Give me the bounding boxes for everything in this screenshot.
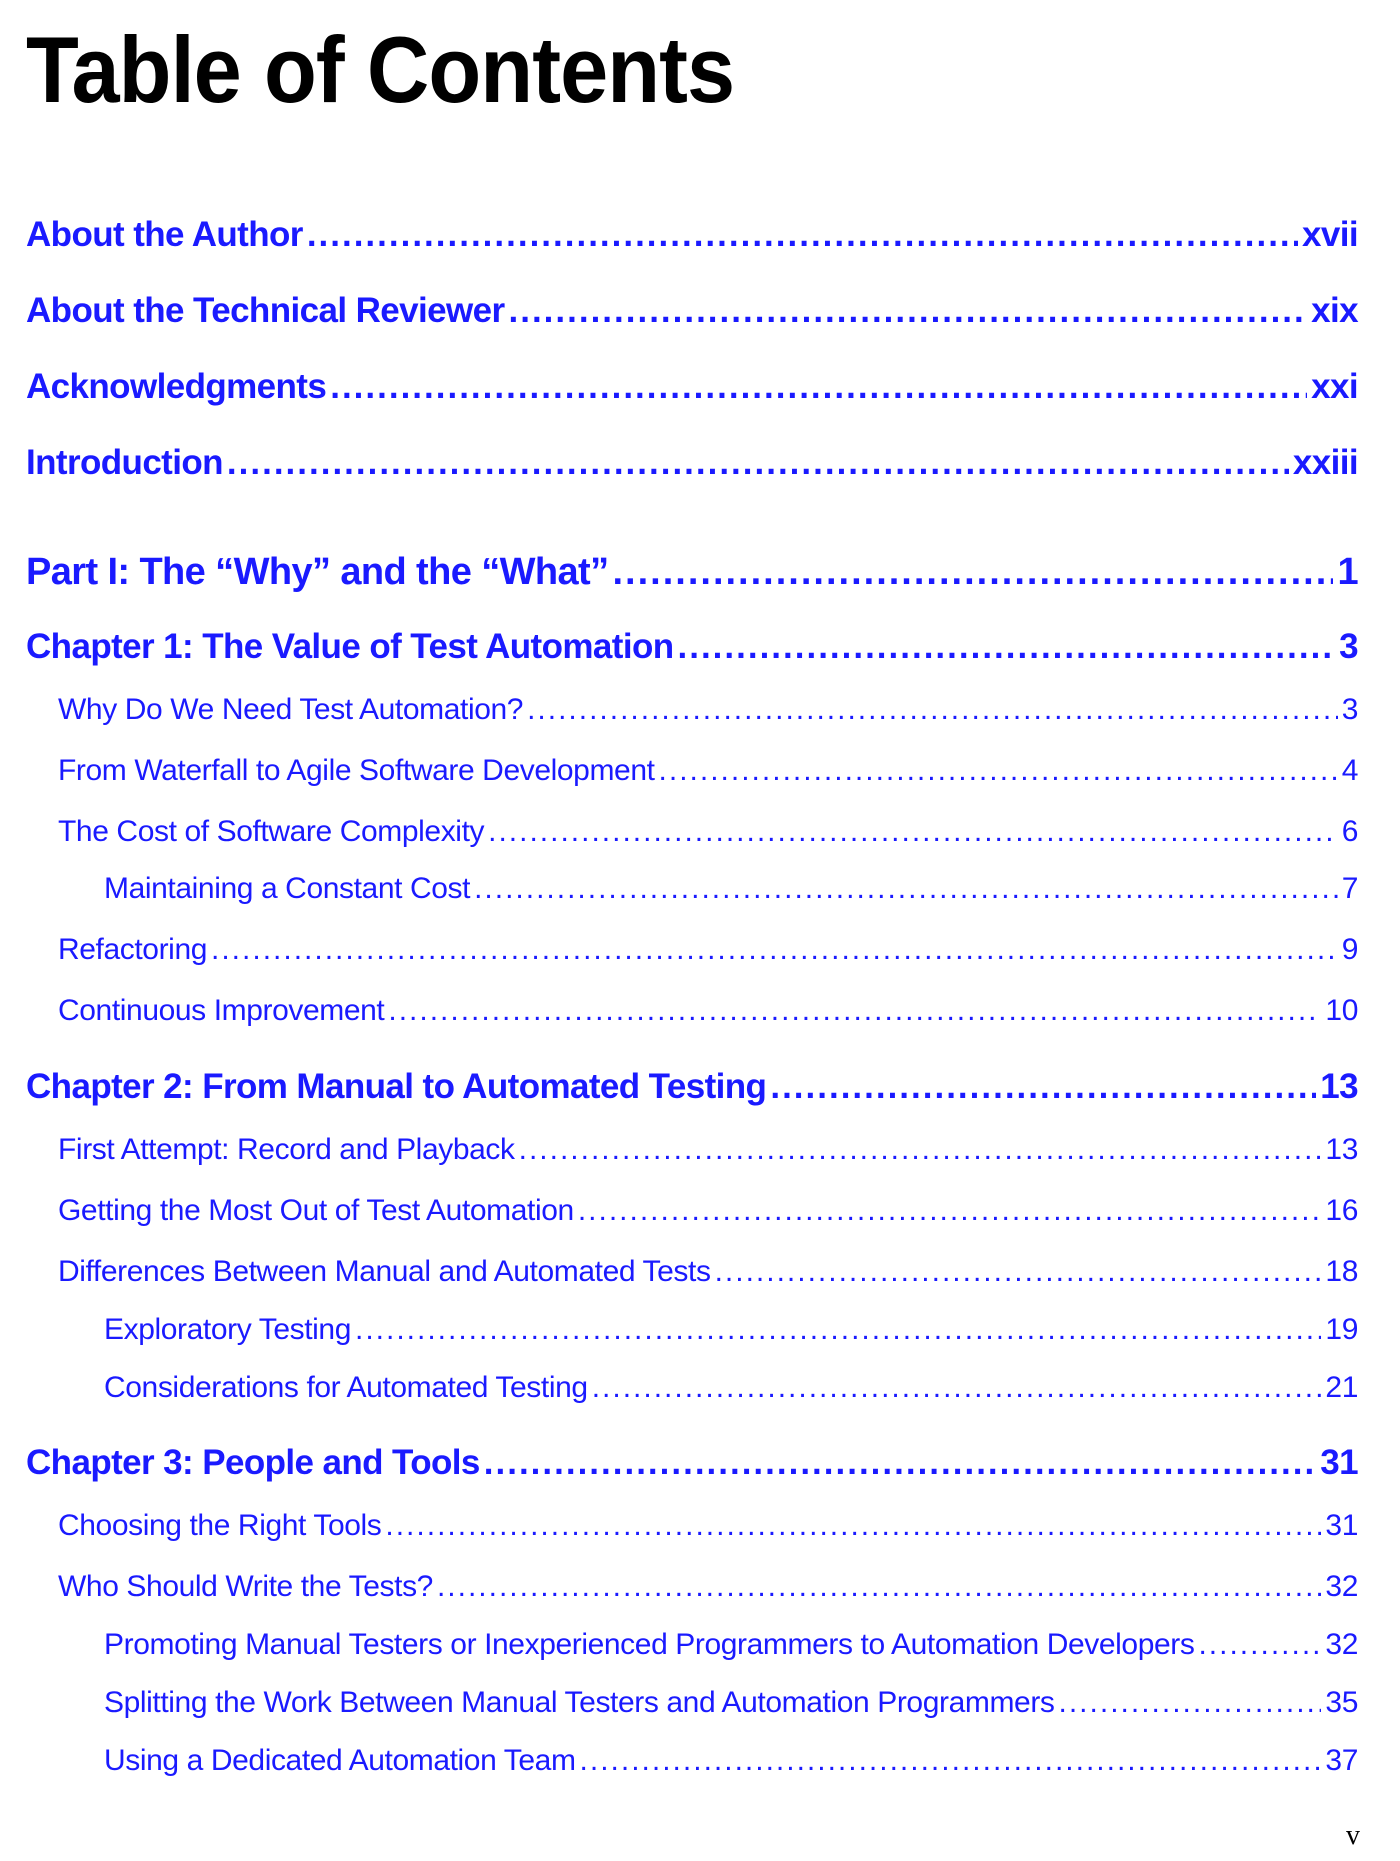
toc-entry-page: 3 <box>1339 627 1358 666</box>
toc-entry-label: Introduction <box>26 443 223 482</box>
toc-entry-page: 9 <box>1341 933 1358 966</box>
toc-entry-section[interactable] <box>58 754 1358 792</box>
toc-entry-label: Promoting Manual Testers or Inexperienced Programmers to Automation Developers <box>104 1628 1195 1661</box>
dot-leader <box>355 1313 1321 1347</box>
toc-entry-label: Considerations for Automated Testing <box>104 1371 588 1404</box>
dot-leader <box>612 551 1333 594</box>
toc-entry-section[interactable] <box>58 994 1358 1032</box>
toc-entry-label: Maintaining a Constant Cost <box>104 872 471 905</box>
toc-entry-label: The Cost of Software Complexity <box>58 815 485 848</box>
toc-entry-subsection[interactable] <box>104 872 1358 910</box>
toc-entry-page: 3 <box>1341 693 1358 726</box>
toc-entry-label: First Attempt: Record and Playback <box>58 1133 515 1166</box>
toc-entry-page: 21 <box>1325 1371 1358 1404</box>
toc-entry-section[interactable] <box>58 1255 1358 1293</box>
toc-entry-label: Chapter 2: From Manual to Automated Testing <box>26 1067 767 1106</box>
toc-entry-section[interactable] <box>58 1194 1358 1232</box>
toc-entry-subsection[interactable] <box>104 1744 1358 1782</box>
toc-entry-page: xxi <box>1311 367 1358 406</box>
dot-leader <box>227 443 1289 483</box>
toc-entry-page: 13 <box>1320 1067 1358 1106</box>
toc-entry-label: Splitting the Work Between Manual Testers and Automation Programmers <box>104 1686 1055 1719</box>
toc-entry-about-the-technical-reviewer[interactable] <box>26 291 1358 335</box>
dot-leader <box>770 1067 1316 1107</box>
toc-entry-label: Continuous Improvement <box>58 994 385 1027</box>
toc-entry-label: Chapter 3: People and Tools <box>26 1443 480 1482</box>
toc-entry-section[interactable] <box>58 1509 1358 1547</box>
toc-entry-label: Differences Between Manual and Automated Tests <box>58 1255 711 1288</box>
toc-entry-label: Why Do We Need Test Automation? <box>58 693 524 726</box>
dot-leader <box>578 1194 1322 1228</box>
toc-entry-page: 6 <box>1341 815 1358 848</box>
toc-entry-label: Getting the Most Out of Test Automation <box>58 1194 574 1227</box>
toc-entry-page: 7 <box>1341 872 1358 905</box>
dot-leader <box>678 627 1336 667</box>
toc-entry-section[interactable] <box>58 1570 1358 1608</box>
toc-entry-page: 16 <box>1325 1194 1358 1227</box>
toc-entry-page: 1 <box>1337 551 1358 593</box>
dot-leader <box>385 1509 1321 1543</box>
dot-leader <box>659 754 1338 788</box>
toc-entry-page: 32 <box>1325 1628 1358 1661</box>
toc-entry-page: xxiii <box>1292 443 1358 482</box>
toc-entry-subsection[interactable] <box>104 1313 1358 1351</box>
toc-entry-part-1[interactable] <box>26 551 1358 599</box>
toc-entry-label: About the Technical Reviewer <box>26 291 505 330</box>
toc-entry-page: 32 <box>1325 1570 1358 1603</box>
toc-entry-section[interactable] <box>58 815 1358 853</box>
toc-entry-chapter-2[interactable] <box>26 1067 1358 1111</box>
toc-entry-page: xvii <box>1302 215 1358 254</box>
dot-leader <box>519 1133 1322 1167</box>
toc-entry-introduction[interactable] <box>26 443 1358 487</box>
dot-leader <box>1198 1628 1321 1662</box>
dot-leader <box>592 1371 1322 1405</box>
toc-entry-page: 13 <box>1325 1133 1358 1166</box>
toc-entry-page: 37 <box>1325 1744 1358 1777</box>
toc-entry-page: 19 <box>1325 1313 1358 1346</box>
dot-leader <box>484 1443 1316 1483</box>
toc-entry-label: Who Should Write the Tests? <box>58 1570 433 1603</box>
toc-entry-label: Acknowledgments <box>26 367 327 406</box>
toc-entry-page: 31 <box>1320 1443 1358 1482</box>
dot-leader <box>527 693 1338 727</box>
toc-entry-chapter-1[interactable] <box>26 627 1358 671</box>
toc-entry-label: Choosing the Right Tools <box>58 1509 382 1542</box>
toc-entry-page: 4 <box>1341 754 1358 787</box>
toc-entry-section[interactable] <box>58 1133 1358 1171</box>
page-number: v <box>1346 1820 1360 1851</box>
dot-leader <box>715 1255 1322 1289</box>
dot-leader <box>437 1570 1321 1604</box>
toc-entry-page: 31 <box>1325 1509 1358 1542</box>
dot-leader <box>580 1744 1322 1778</box>
toc-entry-label: From Waterfall to Agile Software Development <box>58 754 655 787</box>
page-title: Table of Contents <box>26 17 735 122</box>
toc-entry-section[interactable] <box>58 693 1358 731</box>
toc-entry-page: xix <box>1311 291 1358 330</box>
toc-entry-label: Chapter 1: The Value of Test Automation <box>26 627 674 666</box>
toc-entry-label: Refactoring <box>58 933 208 966</box>
toc-entry-about-the-author[interactable] <box>26 215 1358 259</box>
toc-entry-page: 35 <box>1325 1686 1358 1719</box>
toc-entry-label: Exploratory Testing <box>104 1313 351 1346</box>
toc-entry-label: About the Author <box>26 215 303 254</box>
dot-leader <box>388 994 1321 1028</box>
toc-entry-page: 18 <box>1325 1255 1358 1288</box>
dot-leader <box>488 815 1338 849</box>
toc-entry-subsection[interactable] <box>104 1628 1358 1666</box>
dot-leader <box>211 933 1338 967</box>
dot-leader <box>330 367 1307 407</box>
toc-entry-subsection[interactable] <box>104 1371 1358 1409</box>
dot-leader <box>307 215 1298 255</box>
toc-entry-chapter-3[interactable] <box>26 1443 1358 1487</box>
toc-entry-subsection[interactable] <box>104 1686 1358 1724</box>
dot-leader <box>1059 1686 1322 1720</box>
dot-leader <box>509 291 1308 331</box>
toc-entry-acknowledgments[interactable] <box>26 367 1358 411</box>
dot-leader <box>474 872 1338 906</box>
toc-entry-section[interactable] <box>58 933 1358 971</box>
toc-entry-page: 10 <box>1325 994 1358 1027</box>
toc-entry-label: Part I: The “Why” and the “What” <box>26 551 609 593</box>
toc-entry-label: Using a Dedicated Automation Team <box>104 1744 576 1777</box>
